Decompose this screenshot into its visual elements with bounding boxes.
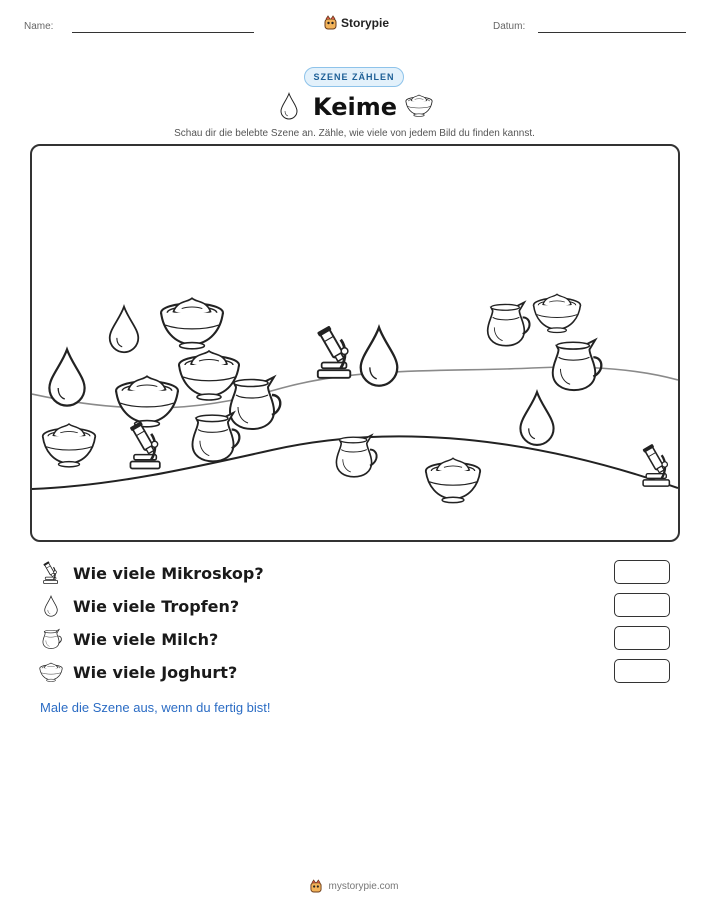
drop-icon [43, 595, 59, 617]
microscope-icon [317, 325, 350, 377]
answer-box-milk[interactable] [614, 626, 670, 650]
yogurt-icon [116, 376, 178, 427]
yogurt-icon [534, 294, 581, 332]
brand-logo [324, 15, 389, 30]
brand-name: Storypie [341, 15, 390, 30]
milk-jug-icon [488, 302, 530, 345]
question-text: Wie viele Milch? [73, 629, 219, 649]
instructions: Schau dir die belebte Szene an. Zähle, wie viele von jedem Bild du finden kannst. [174, 128, 535, 139]
page-title: Keime [313, 93, 397, 121]
drop-icon [49, 350, 84, 406]
microscope-icon [642, 444, 669, 486]
question-text: Wie viele Mikroskop? [73, 563, 264, 583]
name-line[interactable] [72, 32, 254, 33]
scene-canvas [32, 146, 678, 540]
question-row-drop [38, 593, 678, 619]
microscope-icon [42, 561, 60, 585]
yogurt-icon [161, 298, 223, 349]
date-label: Datum: [493, 21, 526, 32]
date-line[interactable] [538, 32, 686, 33]
question-text: Wie viele Joghurt? [73, 662, 238, 682]
category-badge: SZENE ZÄHLEN [304, 67, 404, 87]
answer-box-microscope[interactable] [614, 560, 670, 584]
footer-site: mystorypie.com [328, 880, 399, 892]
question-row-microscope [38, 560, 678, 586]
question-row-yogurt [38, 659, 678, 685]
milk-jug-icon [336, 435, 376, 477]
name-label: Name: [24, 21, 54, 32]
yogurt-icon [405, 94, 433, 117]
drop-icon [279, 92, 299, 120]
answer-box-drop[interactable] [614, 593, 670, 617]
question-text: Wie viele Tropfen? [73, 596, 240, 616]
milk-jug-icon [230, 377, 280, 429]
counting-scene [30, 144, 680, 542]
storypie-logo-icon [324, 15, 337, 30]
footer [0, 879, 709, 893]
answer-box-yogurt[interactable] [614, 659, 670, 683]
yogurt-icon [39, 662, 63, 682]
drop-icon [520, 392, 553, 445]
yogurt-icon [426, 458, 480, 502]
milk-jug-icon [40, 628, 62, 650]
question-row-milk [38, 626, 678, 652]
closing-instruction: Male die Szene aus, wenn du fertig bist! [40, 700, 271, 715]
yogurt-icon [179, 351, 239, 400]
drop-icon [361, 327, 398, 385]
yogurt-icon [43, 424, 96, 467]
drop-icon [110, 307, 139, 353]
storypie-logo-icon [310, 879, 322, 893]
milk-jug-icon [553, 340, 602, 390]
microscope-icon [130, 421, 160, 468]
